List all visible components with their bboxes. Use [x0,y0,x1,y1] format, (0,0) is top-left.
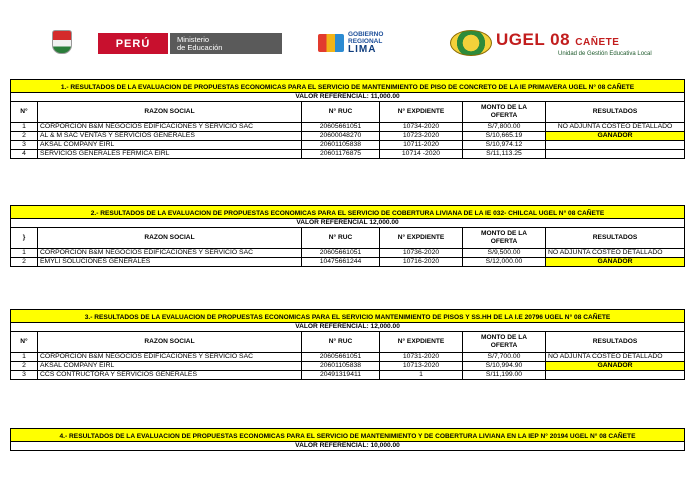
peru-label: PERÚ [115,37,151,50]
table-row: 3 CCS CONTRUCTORA Y SERVICIOS GENERALES 20491319411 1 S/11,199.00 [11,371,685,380]
col-header-razon: RAZON SOCIAL [38,228,302,249]
table-row: 2 AKSAL COMPANY EIRL 20601105838 10713-2020 S/10,994.90 GANADOR [11,362,685,371]
lima-line3: LIMA [348,44,377,55]
col-header-monto: MONTO DE LA OFERTA [463,332,546,353]
results-table-4 [10,428,684,451]
table-row: 1 CORPORCION B&M NEGOCIOS EDIFICACIONES Y SERVICIO SAC 20605661051 10731-2020 S/7,700.00 NO ADJUNTA COSTEO DETALLADO [11,353,685,362]
ugel-subtitle: Unidad de Gestión Educativa Local [558,51,652,57]
valor-referencial: VALOR REFERENCIAL: 10,000.00 [11,442,685,451]
lima-line1: GOBIERNO [348,31,384,38]
gobierno-regional-lima-icon [318,34,344,52]
ugel-logo [496,31,676,55]
valor-referencial: VALOR REFERENCIAL: 12,000.00 [11,323,685,332]
col-header-razon: RAZON SOCIAL [38,332,302,353]
gobierno-regional-lima-logo [348,32,410,54]
minedu-line1: Ministerio [177,34,210,44]
peru-coat-of-arms-icon [52,30,72,54]
peru-logo [98,33,168,54]
lima-line2: REGIONAL [348,37,383,45]
winner-badge: GANADOR [546,362,685,371]
col-header-expediente: N° EXPDIENTE [380,228,463,249]
col-header-n: N° [11,102,38,123]
col-header-monto: MONTO DE LA OFERTA [463,228,546,249]
col-header-resultados: RESULTADOS [546,102,685,123]
table-title: 3.- RESULTADOS DE LA EVALUACION DE PROPUESTAS ECONOMICAS PARA EL SERVICIO MANTENIMIENTO DE PISOS Y SS.HH DE LA I.E 20796 UGEL N° 08 CAÑETE [11,310,685,323]
col-header-resultados: RESULTADOS [546,228,685,249]
valor-referencial: VALOR REFERENCIAL: 11,000.00 [11,93,685,102]
col-header-ruc: N° RUC [302,228,380,249]
table-row: 1 CORPORCION B&M NEGOCIOS EDIFICACIONES Y SERVICIO SAC 20605661051 10734-2020 S/7,800.00 NO ADJUNTA COSTEO DETALLADO [11,123,685,132]
ugel-city: CAÑETE [575,37,620,48]
table-row: 3 AKSAL COMPANY EIRL 20601105838 10711-2020 S/10,974.12 [11,141,685,150]
col-header-n: N° [11,332,38,353]
table-row: 2 EMYLI SOLUCIONES GENERALES 10475661244 10716-2020 S/12,000.00 GANADOR [11,258,685,267]
results-table-1 [10,79,684,159]
table-title: 2.- RESULTADOS DE LA EVALUACION DE PROPUESTAS ECONOMICAS PARA EL SERVICIO DE COBERTURA LIVIANA DE LA IE 032- CHILCAL UGEL N° 08 CAÑETE [11,206,685,219]
col-header-expediente: N° EXPDIENTE [380,332,463,353]
table-row: 1 CORPORCION B&M NEGOCIOS EDIFICACIONES Y SERVICIO SAC 20605661051 10736-2020 S/9,500.00 NO ADJUNTA COSTEO DETALLADO [11,249,685,258]
table-row: 4 SERVICIOS GENERALES FERMICA EIRL 20601176875 10714 -2020 S/11,113.25 [11,150,685,159]
results-table-2 [10,205,684,267]
table-title: 1.- RESULTADOS DE LA EVALUACION DE PROPUESTAS ECONOMICAS PARA EL SERVICIO DE MANTENIMIENTO DE PISO DE CONCRETO DE LA IE PRIMAVERA UGEL N° 08 CAÑETE [11,80,685,93]
header-logos [0,0,695,66]
minedu-logo [170,33,282,54]
table-row: 2 AL & M SAC VENTAS Y SERVICIOS GENERALES 20600048270 10723-2020 S/10,665.19 GANADOR [11,132,685,141]
col-header-razon: RAZON SOCIAL [38,102,302,123]
winner-badge: GANADOR [546,132,685,141]
col-header-monto: MONTO DE LA OFERTA [463,102,546,123]
results-table-3 [10,309,684,380]
valor-referencial: VALOR REFERENCIAL 12,000.00 [11,219,685,228]
col-header-expediente: N° EXPDIENTE [380,102,463,123]
ugel-title: UGEL 08 [496,30,571,49]
col-header-ruc: N° RUC [302,332,380,353]
minedu-line2: de Educación [177,42,223,52]
col-header-n: } [11,228,38,249]
ugel-seal-icon [450,30,492,56]
col-header-ruc: N° RUC [302,102,380,123]
col-header-resultados: RESULTADOS [546,332,685,353]
table-title: 4.- RESULTADOS DE LA EVALUACION DE PROPUESTAS ECONOMICAS PARA EL SERVICIO DE MANTENIMIENTO Y DE COBERTURA LIVIANA EN LA IEP N° 20194 UGEL N° 08 CAÑETE [11,429,685,442]
winner-badge: GANADOR [546,258,685,267]
